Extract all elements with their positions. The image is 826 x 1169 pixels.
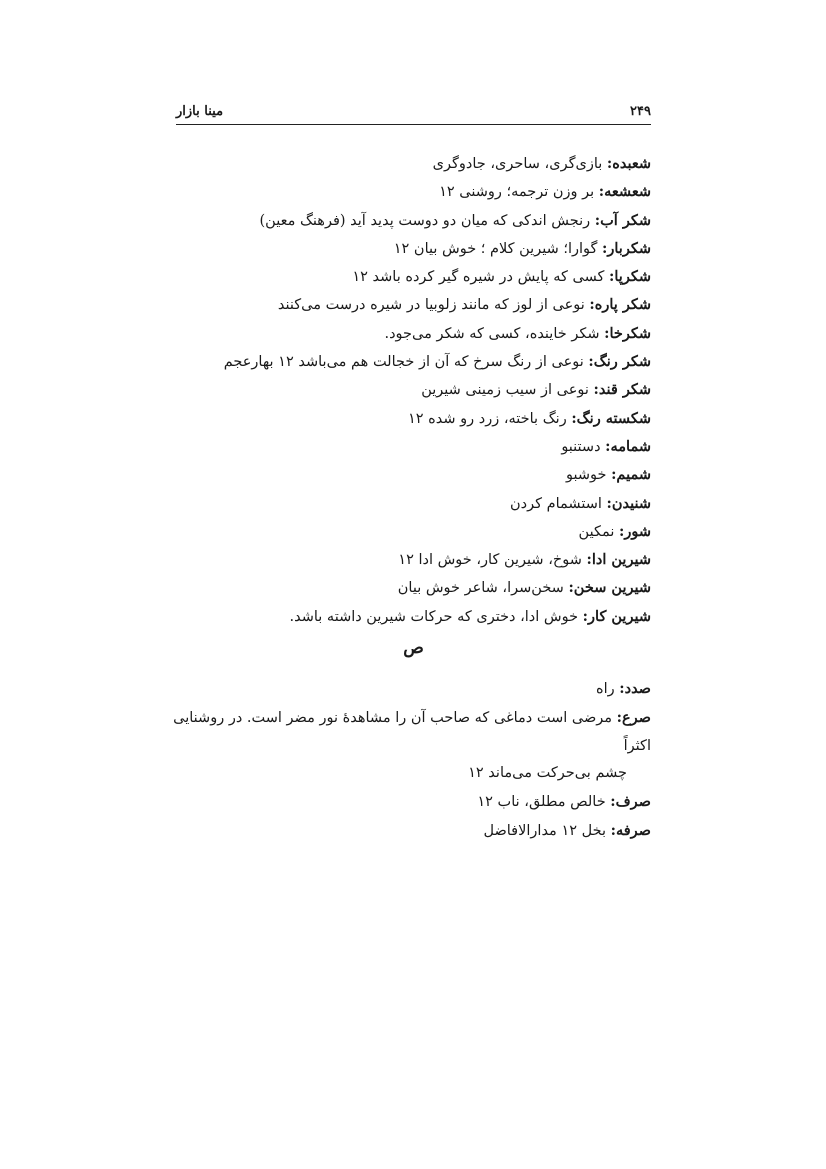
entry-definition: بخل ۱۲ مدارالافاضل bbox=[483, 822, 611, 839]
glossary-entry bbox=[181, 574, 651, 602]
entry-definition: شوخ، شیرین کار، خوش ادا ۱۲ bbox=[398, 552, 587, 569]
glossary-entry bbox=[181, 490, 651, 518]
entry-definition: بر وزن ترجمه؛ روشنی ۱۲ bbox=[439, 184, 599, 201]
entry-definition: خالص مطلق، ناب ۱۲ bbox=[477, 794, 611, 811]
entry-term: شکر آب: bbox=[594, 211, 651, 229]
entry-definition: نوعی از سیب زمینی شیرین bbox=[421, 382, 594, 399]
entry-term: صرف: bbox=[610, 793, 651, 811]
entry-definition: دستنبو bbox=[561, 438, 606, 455]
entry-term: صرع: bbox=[616, 708, 651, 726]
entry-definition: استشمام کردن bbox=[509, 495, 607, 512]
glossary-entry bbox=[181, 291, 651, 319]
entry-term: شمامه: bbox=[605, 437, 651, 455]
entry-term: شعبده: bbox=[606, 155, 651, 172]
entry-definition: رنگ باخته، زرد رو شده ۱۲ bbox=[408, 410, 572, 427]
glossary-entry bbox=[181, 405, 651, 433]
entry-term: صدد: bbox=[619, 680, 651, 697]
glossary-entry bbox=[181, 207, 651, 235]
entry-term: شکر رنگ: bbox=[588, 353, 651, 371]
glossary-entry bbox=[171, 788, 651, 817]
glossary-entry bbox=[181, 178, 651, 206]
glossary-entry bbox=[181, 320, 651, 348]
entry-term: شکربار: bbox=[602, 239, 651, 257]
page-number: ۲۴۹ bbox=[630, 104, 651, 119]
glossary-entry bbox=[181, 150, 651, 178]
entry-definition: خوشبو bbox=[565, 467, 612, 484]
entry-term: شیرین سخن: bbox=[568, 579, 651, 597]
entry-term: شکر قند: bbox=[593, 381, 651, 399]
entry-term: شکرپا: bbox=[609, 268, 651, 286]
entry-term: شنیدن: bbox=[606, 494, 651, 512]
glossary-entry bbox=[181, 433, 651, 461]
glossary-entry bbox=[181, 235, 651, 263]
glossary-entry bbox=[181, 461, 651, 489]
section-heading-letter: ص bbox=[403, 638, 424, 658]
entry-definition: مرضی است دماغی که صاحب آن را مشاهدهٔ نور مضر است. در روشنایی اکثراً bbox=[173, 709, 651, 754]
entry-definition-continuation: چشم بی‌حرکت می‌ماند ۱۲ bbox=[468, 765, 627, 782]
entry-term: شیرین ادا: bbox=[586, 551, 651, 569]
entry-term: شکسته رنگ: bbox=[571, 409, 651, 427]
glossary-entry bbox=[171, 675, 651, 704]
book-title: مینا بازار bbox=[176, 104, 224, 119]
glossary-entries-sad bbox=[171, 675, 651, 846]
glossary-entry bbox=[181, 348, 651, 376]
entry-definition: گوارا؛ شیرین کلام ؛ خوش بیان ۱۲ bbox=[393, 240, 603, 257]
entry-definition: شکر خاینده، کسی که شکر می‌جود. bbox=[384, 325, 605, 342]
entry-definition: نمکین bbox=[578, 523, 619, 540]
entry-term: شیرین کار: bbox=[582, 607, 651, 625]
glossary-entry bbox=[181, 518, 651, 546]
entry-definition: بازی‌گری، ساحری، جادوگری bbox=[432, 156, 607, 172]
entry-term: شمیم: bbox=[611, 466, 651, 484]
glossary-entry bbox=[181, 263, 651, 291]
entry-definition: نوعی از رنگ سرخ که آن از خجالت هم می‌باشد ۱۲ بهارعجم bbox=[223, 354, 589, 371]
entry-definition: راه bbox=[596, 681, 620, 697]
entry-definition: نوعی از لوز که مانند زلوبیا در شیره درست می‌کنند bbox=[277, 297, 590, 314]
entry-term: شکر پاره: bbox=[589, 296, 651, 314]
entry-definition: رنجش اندکی که میان دو دوست پدید آید (فرهنگ معین) bbox=[259, 212, 595, 229]
entry-term: شعشعه: bbox=[598, 183, 651, 201]
entry-definition: سخن‌سرا، شاعر خوش بیان bbox=[397, 580, 569, 597]
entry-term: شور: bbox=[619, 522, 651, 540]
glossary-entry bbox=[181, 603, 651, 631]
running-head bbox=[176, 102, 651, 125]
glossary-entries-shin bbox=[181, 150, 651, 631]
entry-definition: خوش ادا، دختری که حرکات شیرین داشته باشد. bbox=[289, 608, 583, 625]
entry-definition: کسی که پایش در شیره گیر کرده باشد ۱۲ bbox=[352, 269, 610, 286]
glossary-entry bbox=[181, 376, 651, 404]
glossary-entry bbox=[181, 546, 651, 574]
entry-term: شکرخا: bbox=[604, 324, 651, 342]
glossary-entry bbox=[171, 817, 651, 846]
glossary-entry bbox=[171, 704, 651, 788]
entry-term: صرفه: bbox=[610, 821, 651, 839]
